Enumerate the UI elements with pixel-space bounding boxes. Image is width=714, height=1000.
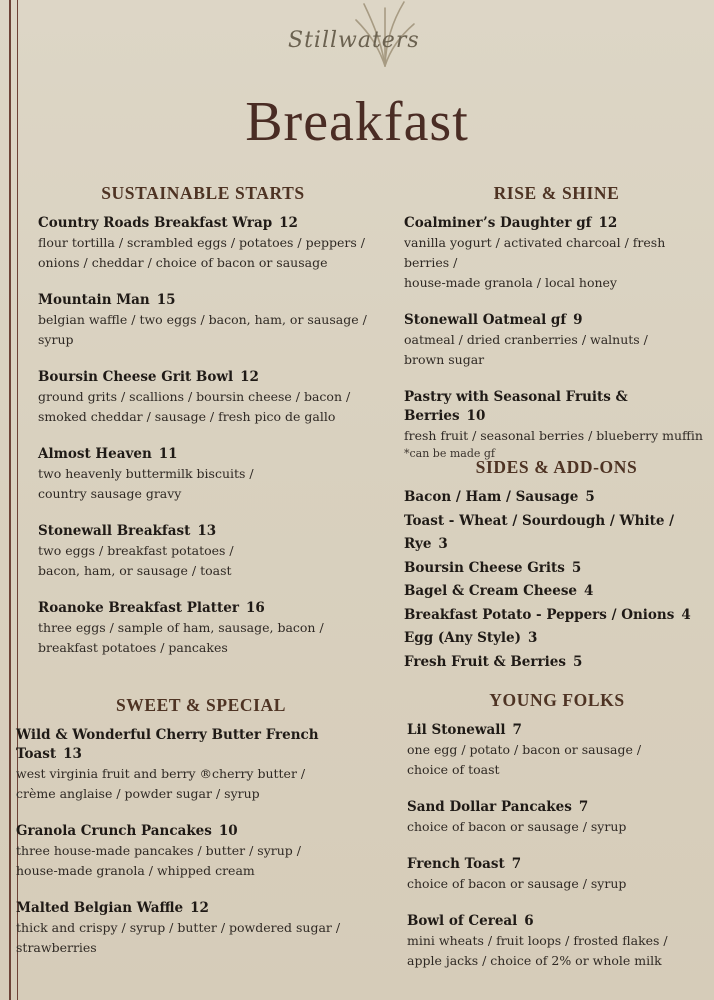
item-price: 5 — [572, 653, 583, 670]
item-name: Lil Stonewall — [407, 722, 506, 738]
item-description: one egg / potato / bacon or sausage / — [407, 742, 642, 757]
item-description: vanilla yogurt / activated charcoal / fresh berries / — [404, 235, 666, 270]
item-name: Almost Heaven — [38, 446, 152, 462]
menu-item-malted-belgian-waffle — [16, 899, 386, 958]
item-description: oatmeal / dried cranberries / walnuts / — [404, 332, 648, 347]
section-sweet-special — [16, 695, 386, 976]
item-description: bacon, ham, or sausage / toast — [38, 563, 232, 578]
item-name: Stonewall Oatmeal — [404, 312, 547, 328]
item-description: mini wheats / fruit loops / frosted flakes / — [407, 933, 668, 948]
item-description: smoked cheddar / sausage / fresh pico de gallo — [38, 409, 336, 424]
item-description: syrup — [38, 332, 74, 347]
menu-item-stonewall-breakfast — [38, 522, 378, 581]
item-name: Malted Belgian Waffle — [16, 900, 184, 916]
item-name: Coalminer’s Daughter — [404, 215, 572, 231]
item-name: Boursin Cheese Grit Bowl — [38, 369, 234, 385]
item-price: 12 — [240, 369, 259, 385]
item-description: two eggs / breakfast potatoes / — [38, 543, 234, 558]
item-name: Sand Dollar Pancakes — [407, 799, 572, 815]
item-price: 7 — [578, 799, 589, 815]
item-price: 6 — [524, 913, 534, 929]
item-price: 10 — [218, 823, 238, 839]
section-young-folks — [407, 690, 707, 989]
section-rise-and-shine — [404, 183, 709, 480]
menu-item-granola-crunch-pancakes — [16, 822, 386, 881]
section-sides-add-ons — [404, 457, 709, 674]
item-description: three eggs / sample of ham, sausage, bacon / — [38, 620, 324, 635]
menu-item-cherry-butter-french-toast — [16, 726, 386, 804]
item-description: strawberries — [16, 940, 97, 955]
item-name: Wild & Wonderful Cherry Butter French Toast — [16, 727, 319, 762]
item-price: 4 — [681, 606, 691, 623]
item-price: 16 — [245, 600, 265, 616]
item-description: country sausage gravy — [38, 486, 182, 501]
item-price: 3 — [528, 630, 538, 646]
side-item — [404, 604, 709, 628]
item-price: 4 — [584, 583, 594, 599]
item-price: 5 — [571, 559, 582, 576]
section-title: YOUNG FOLKS — [489, 690, 625, 710]
item-description: onions / cheddar / choice of bacon or sausage — [38, 255, 328, 270]
item-description: brown sugar — [404, 352, 485, 367]
item-description: flour tortilla / scrambled eggs / potatoes / peppers / — [38, 235, 365, 250]
item-name: Boursin Cheese Grits — [404, 559, 565, 576]
item-name: Stonewall Breakfast — [38, 523, 191, 539]
gluten-free-tag: gf — [576, 215, 592, 231]
item-name: Pastry with Seasonal Fruits & Berries — [404, 389, 628, 424]
item-price: 13 — [63, 746, 82, 762]
item-price: 15 — [156, 292, 176, 308]
item-price: 12 — [598, 215, 618, 231]
item-description: crème anglaise / powder sugar / syrup — [16, 786, 260, 801]
side-item — [404, 651, 709, 675]
logo-wordmark: Stillwaters — [288, 28, 420, 53]
item-price: 11 — [158, 446, 178, 462]
item-name: Bacon / Ham / Sausage — [404, 489, 579, 505]
item-description: fresh fruit / seasonal berries / blueberry muffin — [404, 428, 703, 443]
item-description: choice of bacon or sausage / syrup — [407, 819, 627, 834]
item-name: Mountain Man — [38, 292, 150, 308]
gluten-free-tag: gf — [550, 312, 567, 328]
menu-item-sand-dollar-pancakes — [407, 798, 707, 837]
item-name: Country Roads Breakfast Wrap — [38, 215, 273, 231]
section-sustainable-starts — [38, 183, 378, 676]
item-description: west virginia fruit and berry ®cherry butter / — [16, 766, 306, 781]
item-price: 9 — [573, 312, 583, 328]
menu-item-mountain-man — [38, 291, 378, 350]
item-description: apple jacks / choice of 2% or whole milk — [407, 953, 662, 968]
item-description: two heavenly buttermilk biscuits / — [38, 466, 254, 481]
item-price: 7 — [512, 722, 522, 738]
item-name: Toast - Wheat / Sourdough / White / Rye — [404, 512, 675, 552]
item-name: Fresh Fruit & Berries — [404, 653, 566, 670]
item-name: Roanoke Breakfast Platter — [38, 600, 239, 616]
item-name: Bowl of Cereal — [407, 913, 518, 929]
item-price: 12 — [279, 215, 298, 231]
item-description: choice of toast — [407, 762, 500, 777]
item-description: house-made granola / whipped cream — [16, 863, 255, 878]
menu-item-country-roads-wrap — [38, 214, 378, 273]
item-description: ground grits / scallions / boursin cheese / bacon / — [38, 389, 351, 404]
item-price: 10 — [466, 408, 486, 424]
menu-item-coalminers-daughter — [404, 214, 709, 293]
menu-item-boursin-grit-bowl — [38, 368, 378, 427]
section-title: RISE & SHINE — [493, 183, 620, 203]
item-name: Bagel & Cream Cheese — [404, 583, 578, 599]
menu-item-pastry-seasonal — [404, 388, 709, 462]
section-title: SWEET & SPECIAL — [115, 695, 287, 715]
item-description: thick and crispy / syrup / butter / powdered sugar / — [16, 920, 341, 935]
item-price: 13 — [197, 523, 217, 539]
item-name: Granola Crunch Pancakes — [16, 823, 212, 839]
menu-item-almost-heaven — [38, 445, 378, 504]
side-item — [404, 557, 709, 581]
menu-item-stonewall-oatmeal — [404, 311, 709, 370]
side-item — [404, 580, 709, 604]
item-name: French Toast — [407, 856, 505, 872]
menu-item-lil-stonewall — [407, 721, 707, 780]
item-price: 5 — [585, 489, 595, 505]
section-title: SUSTAINABLE STARTS — [101, 183, 305, 203]
side-item — [404, 627, 709, 651]
item-description: choice of bacon or sausage / syrup — [407, 876, 627, 891]
item-price: 12 — [190, 900, 209, 916]
menu-item-bowl-of-cereal — [407, 912, 707, 971]
item-price: 7 — [511, 856, 522, 872]
item-description: house-made granola / local honey — [404, 275, 617, 290]
menu-item-roanoke-platter — [38, 599, 378, 658]
item-price: 3 — [438, 536, 448, 552]
item-description: three house-made pancakes / butter / syrup / — [16, 843, 301, 858]
menu-item-french-toast — [407, 855, 707, 894]
item-note: *can be made gf — [404, 447, 495, 460]
item-description: belgian waffle / two eggs / bacon, ham, or sausage / — [38, 312, 367, 327]
side-item — [404, 486, 709, 510]
side-item — [404, 510, 709, 557]
section-title: SIDES & ADD-ONS — [475, 457, 638, 477]
item-name: Breakfast Potato - Peppers / Onions — [404, 606, 675, 623]
item-description: breakfast potatoes / pancakes — [38, 640, 228, 655]
page-title: Breakfast — [245, 91, 469, 153]
item-name: Egg (Any Style) — [404, 630, 522, 646]
